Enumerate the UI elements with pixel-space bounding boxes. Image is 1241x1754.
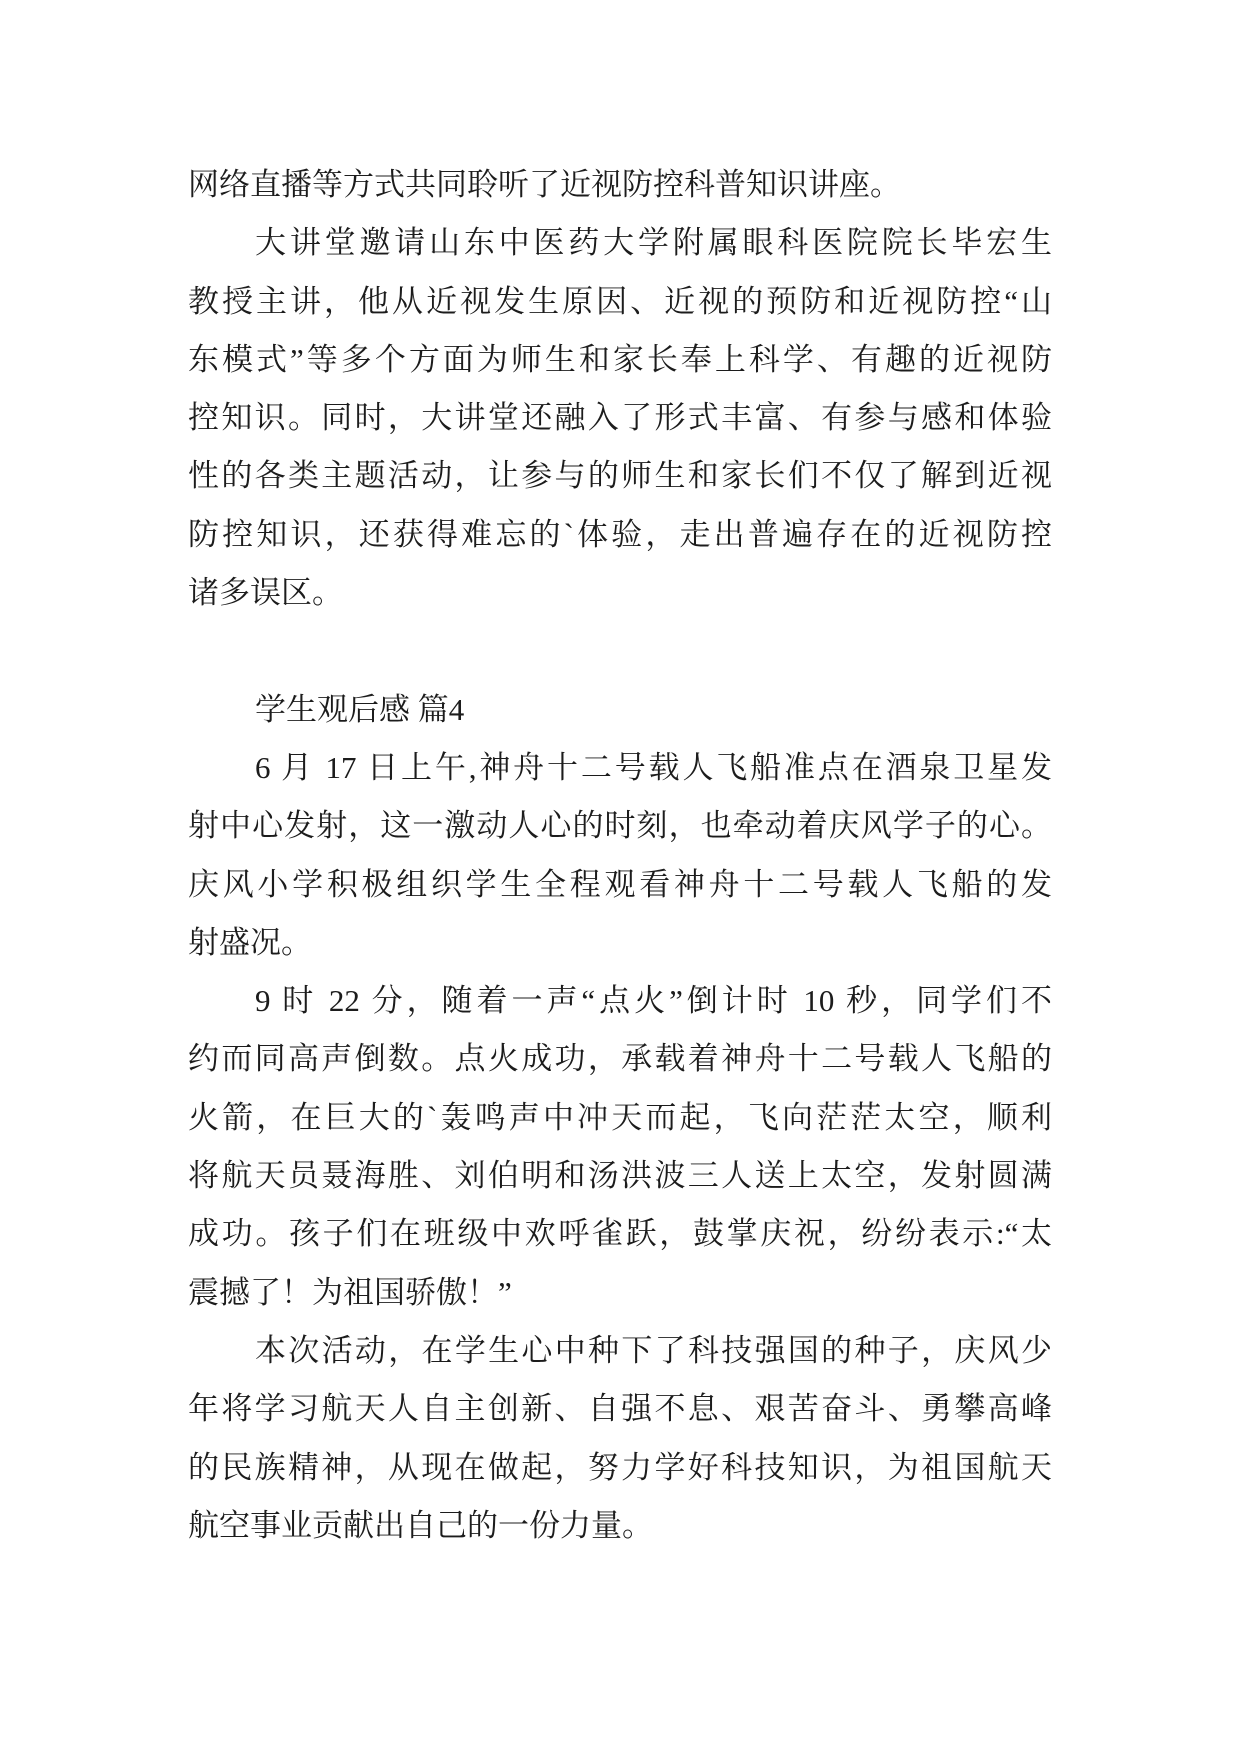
- text-line: 庆风小学积极组织学生全程观看神舟十二号载人飞船的发: [188, 866, 1052, 902]
- text-line: 将航天员聂海胜、刘伯明和汤洪波三人送上太空，发射圆满: [188, 1158, 1052, 1194]
- text-line: 射中心发射，这一激动人心的时刻，也牵动着庆风学子的心。: [188, 808, 1052, 844]
- text-line: 本次活动，在学生心中种下了科技强国的种子，庆风少: [255, 1332, 1052, 1368]
- text-content: [188, 156, 1052, 1555]
- paragraph: [188, 214, 1052, 622]
- blank-line: [188, 622, 1052, 680]
- text-line: 大讲堂邀请山东中医药大学附属眼科医院院长毕宏生: [255, 225, 1052, 261]
- paragraph: [188, 972, 1052, 1322]
- text-line: 性的各类主题活动，让参与的师生和家长们不仅了解到近视: [188, 458, 1052, 494]
- text-line: 成功。孩子们在班级中欢呼雀跃，鼓掌庆祝，纷纷表示:“太: [188, 1216, 1052, 1252]
- text-line: 防控知识，还获得难忘的`体验，走出普遍存在的近视防控: [188, 516, 1052, 552]
- section-heading: [188, 681, 1052, 739]
- text-line: 控知识。同时，大讲堂还融入了形式丰富、有参与感和体验: [188, 400, 1052, 436]
- text-line: 教授主讲，他从近视发生原因、近视的预防和近视防控“山: [188, 283, 1052, 319]
- text-line: 震撼了！为祖国骄傲！”: [188, 1274, 512, 1310]
- text-line: 9 时 22 分，随着一声“点火”倒计时 10 秒，同学们不: [255, 983, 1052, 1019]
- text-line: 诸多误区。: [188, 575, 343, 611]
- text-line: 年将学习航天人自主创新、自强不息、艰苦奋斗、勇攀高峰: [188, 1391, 1052, 1427]
- text-line: [188, 622, 1052, 680]
- text-line: 射盛况。: [188, 924, 312, 960]
- paragraph: [188, 739, 1052, 972]
- text-line: 航空事业贡献出自己的一份力量。: [188, 1507, 653, 1543]
- paragraph: [188, 156, 1052, 214]
- text-line: 约而同高声倒数。点火成功，承载着神舟十二号载人飞船的: [188, 1041, 1052, 1077]
- text-line: 火箭，在巨大的`轰鸣声中冲天而起，飞向茫茫太空，顺利: [188, 1099, 1052, 1135]
- text-line: 的民族精神，从现在做起，努力学好科技知识，为祖国航天: [188, 1449, 1052, 1485]
- text-line: 6 月 17 日上午,神舟十二号载人飞船准点在酒泉卫星发: [255, 749, 1052, 785]
- heading-text-line: 学生观后感 篇4: [255, 691, 465, 727]
- paragraph: [188, 1322, 1052, 1555]
- text-line: 东模式”等多个方面为师生和家长奉上科学、有趣的近视防: [188, 341, 1052, 377]
- text-line: 网络直播等方式共同聆听了近视防控科普知识讲座。: [188, 167, 901, 202]
